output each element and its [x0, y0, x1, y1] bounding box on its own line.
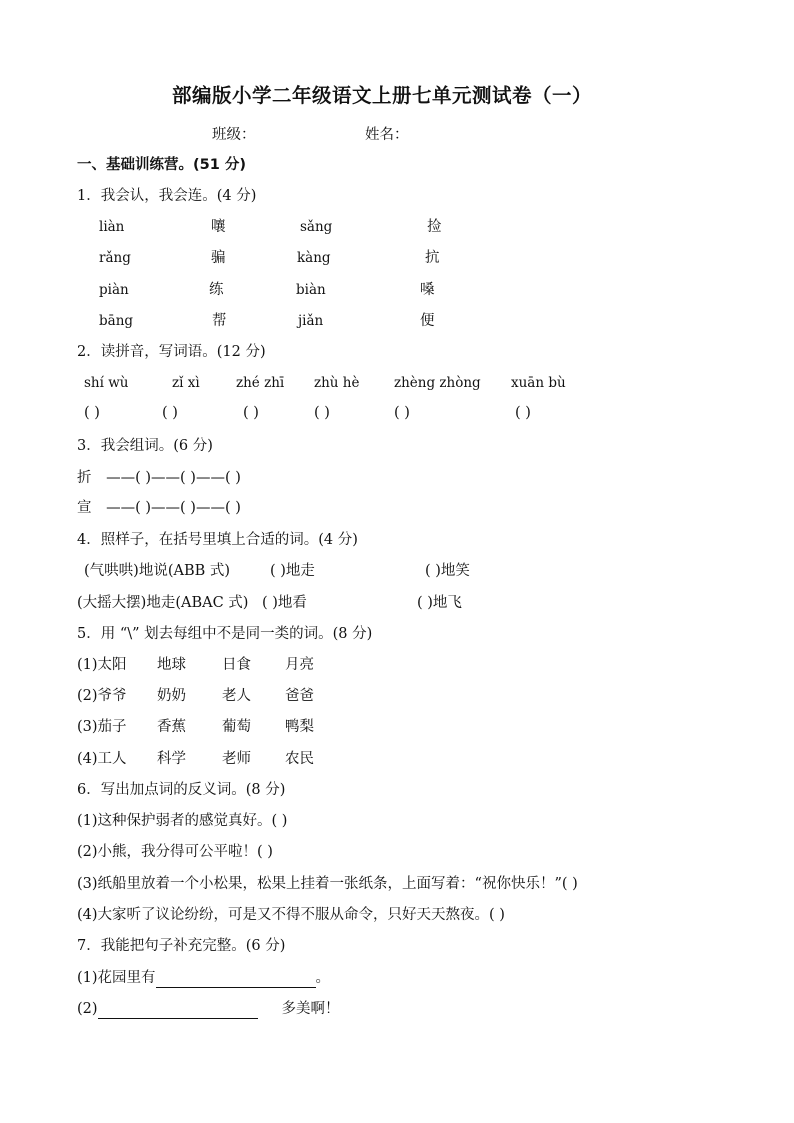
q2-pinyin: shí wù	[84, 375, 129, 391]
q3-blanks[interactable]: ——( )——( )——( )	[106, 470, 241, 486]
q7-item-1-prefix: (1)花园里有	[77, 970, 156, 986]
question-7-title: 7．我能把句子补充完整。(6 分)	[77, 938, 286, 954]
word[interactable]: (1)太阳	[77, 657, 127, 673]
q3-blanks[interactable]: ——( )——( )——( )	[106, 500, 241, 516]
question-5-title: 5．用 “\” 划去每组中不是同一类的词。(8 分)	[77, 626, 373, 642]
word[interactable]: 奶奶	[157, 688, 186, 704]
char-right[interactable]: 抗	[425, 250, 440, 266]
q3-char: 宣	[77, 500, 92, 516]
pinyin-left[interactable]: bāng	[99, 313, 134, 329]
pinyin-left[interactable]: rǎng	[99, 250, 131, 266]
word[interactable]: 月亮	[285, 657, 314, 673]
q7-item-1-suffix: 。	[315, 970, 331, 986]
word[interactable]: 地球	[157, 657, 186, 673]
question-4-title: 4．照样子，在括号里填上合适的词。(4 分)	[77, 532, 358, 548]
q2-pinyin: zhé zhī	[236, 375, 285, 391]
word[interactable]: 鸭梨	[285, 719, 314, 735]
answer-blank[interactable]: ( )	[394, 405, 410, 421]
q2-pinyin: zǐ xì	[172, 375, 200, 391]
q3-row	[77, 498, 241, 518]
question-1-title: 1．我会认，我会连。(4 分)	[77, 188, 257, 204]
fill-in-line[interactable]	[98, 1002, 258, 1019]
word[interactable]: (3)茄子	[77, 719, 127, 735]
word[interactable]: 日食	[222, 657, 251, 673]
word[interactable]: 香蕉	[157, 719, 186, 735]
pinyin-right[interactable]: biàn	[296, 282, 326, 298]
q4-blank[interactable]: ( )地飞	[417, 595, 462, 611]
q4-example: (大摇大摆)地走(ABAC 式)	[77, 595, 249, 611]
name-field-label: 姓名：	[365, 127, 409, 143]
char-left[interactable]: 帮	[212, 313, 227, 329]
answer-blank[interactable]: ( )	[515, 405, 531, 421]
q3-char: 折	[77, 470, 92, 486]
q4-blank[interactable]: ( )地笑	[425, 563, 470, 579]
word[interactable]: 科学	[157, 751, 186, 767]
q4-blank[interactable]: ( )地走	[270, 563, 315, 579]
word[interactable]: (4)工人	[77, 751, 127, 767]
word[interactable]: (2)爷爷	[77, 688, 127, 704]
fill-in-line[interactable]	[156, 971, 316, 988]
q2-pinyin: xuān bù	[511, 375, 566, 391]
char-right[interactable]: 便	[420, 313, 435, 329]
q6-item[interactable]: (2)小熊，我分得可公平啦！( )	[77, 844, 273, 860]
q7-item-1	[77, 968, 330, 988]
word[interactable]: 葡萄	[222, 719, 251, 735]
answer-blank[interactable]: ( )	[162, 405, 178, 421]
q7-item-2-suffix: 多美啊！	[281, 1001, 340, 1017]
question-3-title: 3．我会组词。(6 分)	[77, 438, 213, 454]
q2-pinyin: zhèng zhòng	[394, 375, 481, 391]
q6-item[interactable]: (3)纸船里放着一个小松果，松果上挂着一张纸条，上面写着：“祝你快乐！”( )	[77, 876, 578, 892]
q2-pinyin: zhù hè	[314, 375, 360, 391]
q3-row	[77, 468, 241, 488]
class-field-label: 班级：	[212, 127, 256, 143]
char-left[interactable]: 嚷	[211, 219, 226, 235]
word[interactable]: 老师	[222, 751, 251, 767]
pinyin-right[interactable]: jiǎn	[298, 313, 324, 329]
char-right[interactable]: 嗓	[420, 282, 435, 298]
question-2-title: 2．读拼音，写词语。(12 分)	[77, 344, 266, 360]
answer-blank[interactable]: ( )	[84, 405, 100, 421]
pinyin-left[interactable]: piàn	[99, 282, 129, 298]
q4-blank[interactable]: ( )地看	[262, 595, 307, 611]
pinyin-left[interactable]: liàn	[99, 219, 125, 235]
page-title: 部编版小学二年级语文上册七单元测试卷（一）	[172, 84, 593, 107]
q6-item[interactable]: (1)这种保护弱者的感觉真好。( )	[77, 813, 288, 829]
word[interactable]: 农民	[285, 751, 314, 767]
answer-blank[interactable]: ( )	[314, 405, 330, 421]
answer-blank[interactable]: ( )	[243, 405, 259, 421]
question-6-title: 6．写出加点词的反义词。(8 分)	[77, 782, 286, 798]
q7-item-2-prefix: (2)	[77, 1001, 98, 1017]
section-heading: 一、基础训练营。(51 分)	[77, 157, 246, 173]
word[interactable]: 爸爸	[285, 688, 314, 704]
char-left[interactable]: 骗	[211, 250, 226, 266]
pinyin-right[interactable]: kàng	[297, 250, 331, 266]
q4-example: (气哄哄)地说(ABB 式)	[84, 563, 231, 579]
pinyin-right[interactable]: sǎng	[300, 219, 333, 235]
char-left[interactable]: 练	[209, 282, 224, 298]
word[interactable]: 老人	[222, 688, 251, 704]
q6-item[interactable]: (4)大家听了议论纷纷，可是又不得不服从命令，只好天天熬夜。( )	[77, 907, 505, 923]
char-right[interactable]: 捡	[427, 219, 442, 235]
q7-item-2	[77, 999, 340, 1019]
